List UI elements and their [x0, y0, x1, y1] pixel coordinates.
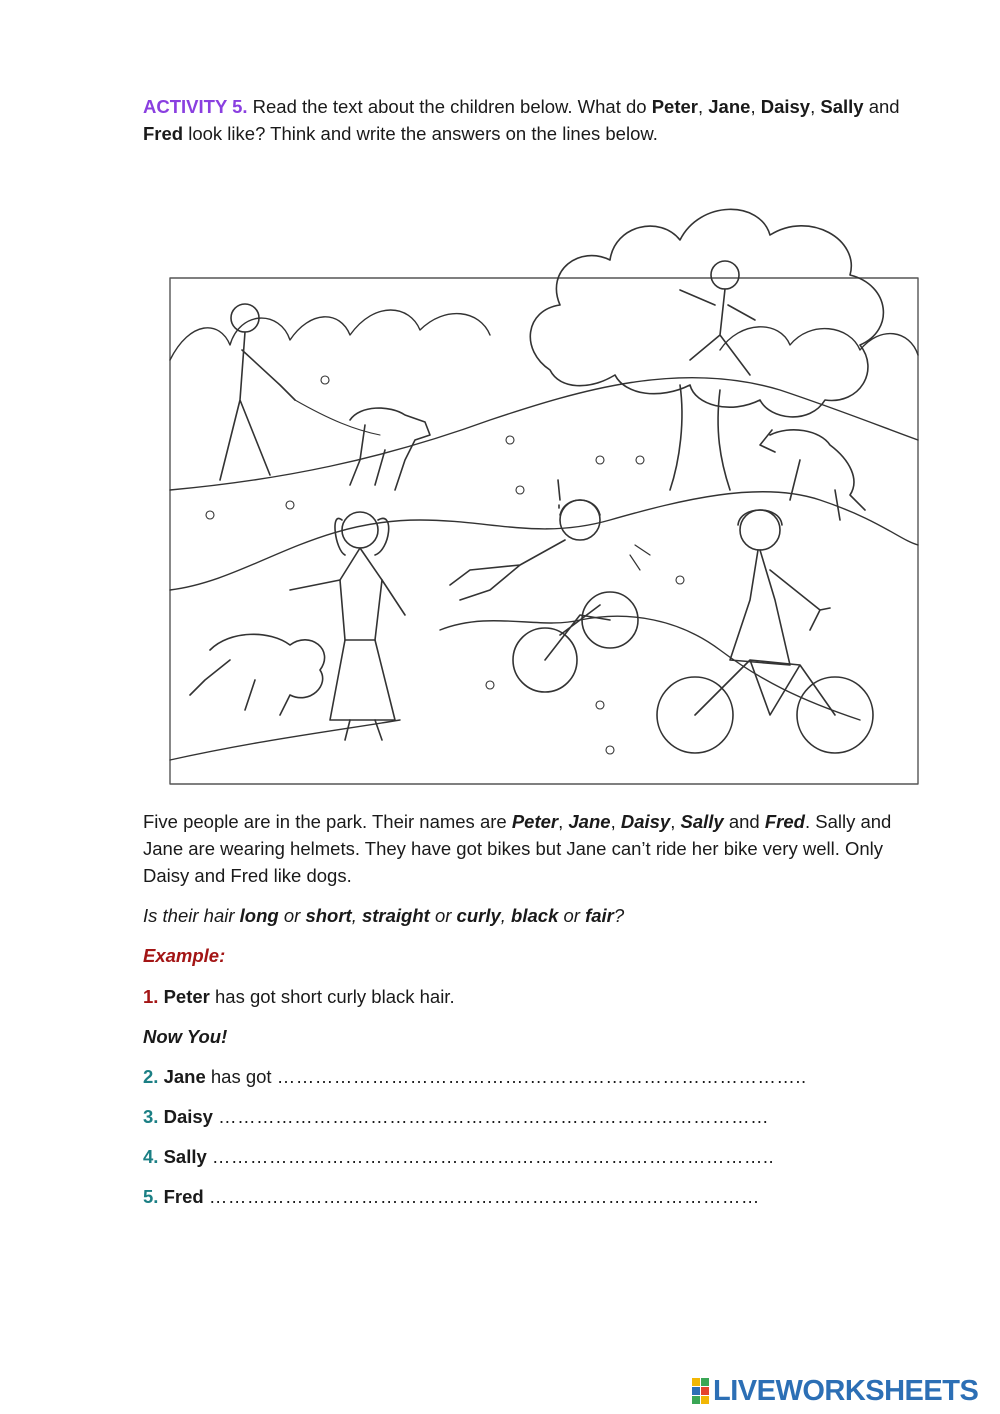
name-fred: Fred: [143, 123, 184, 144]
story-paragraph: Five people are in the park. Their names are Peter, Jane, Daisy, Sally and Fred. Sally and Jane are wearing helmets. They have got bikes but Jane can’t ride her bike very well. Only Daisy and Fred like dogs.: [143, 811, 892, 886]
logo-blocks-icon: [692, 1378, 709, 1404]
name-sally: Sally: [820, 96, 864, 117]
story-name-daisy: Daisy: [620, 811, 671, 832]
name-jane: Jane: [708, 96, 751, 117]
answer-line-3[interactable]: 3. Daisy ……………………………………………………………………………: [143, 1106, 770, 1127]
answer-blank[interactable]: ……………………………………………………………………………: [218, 1106, 770, 1127]
name-daisy: Daisy: [760, 96, 811, 117]
answer-blank[interactable]: ……………………………………………………………………………: [208, 1186, 760, 1207]
answer-line-5[interactable]: 5. Fred ……………………………………………………………………………: [143, 1186, 760, 1207]
answer-blank[interactable]: ………………………………….……………………………………..: [276, 1066, 807, 1087]
hair-question: Is their hair long or short, straight or curly, black or fair?: [143, 905, 625, 926]
answer-line-4[interactable]: 4. Sally ……………………………………………………………………………..: [143, 1146, 775, 1167]
park-illustration: [160, 160, 930, 790]
answer-blank[interactable]: ……………………………………………………………………………..: [211, 1146, 775, 1167]
activity-instructions: ACTIVITY 5. Read the text about the children below. What do Peter, Jane, Daisy, Sally and Fred look like? Think and write the answers on the lines below.: [143, 96, 900, 144]
logo-text: LIVEWORKSHEETS: [713, 1374, 979, 1407]
liveworksheets-logo: [692, 1376, 978, 1406]
answer-line-2[interactable]: 2. Jane has got ………………………………….……………………………………..: [143, 1066, 807, 1087]
activity-label: ACTIVITY 5.: [143, 96, 248, 117]
story-name-jane: Jane: [568, 811, 611, 832]
story-name-fred: Fred: [764, 811, 805, 832]
example-heading: Example:: [143, 945, 226, 966]
name-peter: Peter: [651, 96, 698, 117]
story-name-sally: Sally: [680, 811, 724, 832]
now-you-heading: Now You!: [143, 1026, 228, 1047]
story-name-peter: Peter: [511, 811, 559, 832]
example-sentence: 1. Peter has got short curly black hair.: [143, 986, 455, 1007]
